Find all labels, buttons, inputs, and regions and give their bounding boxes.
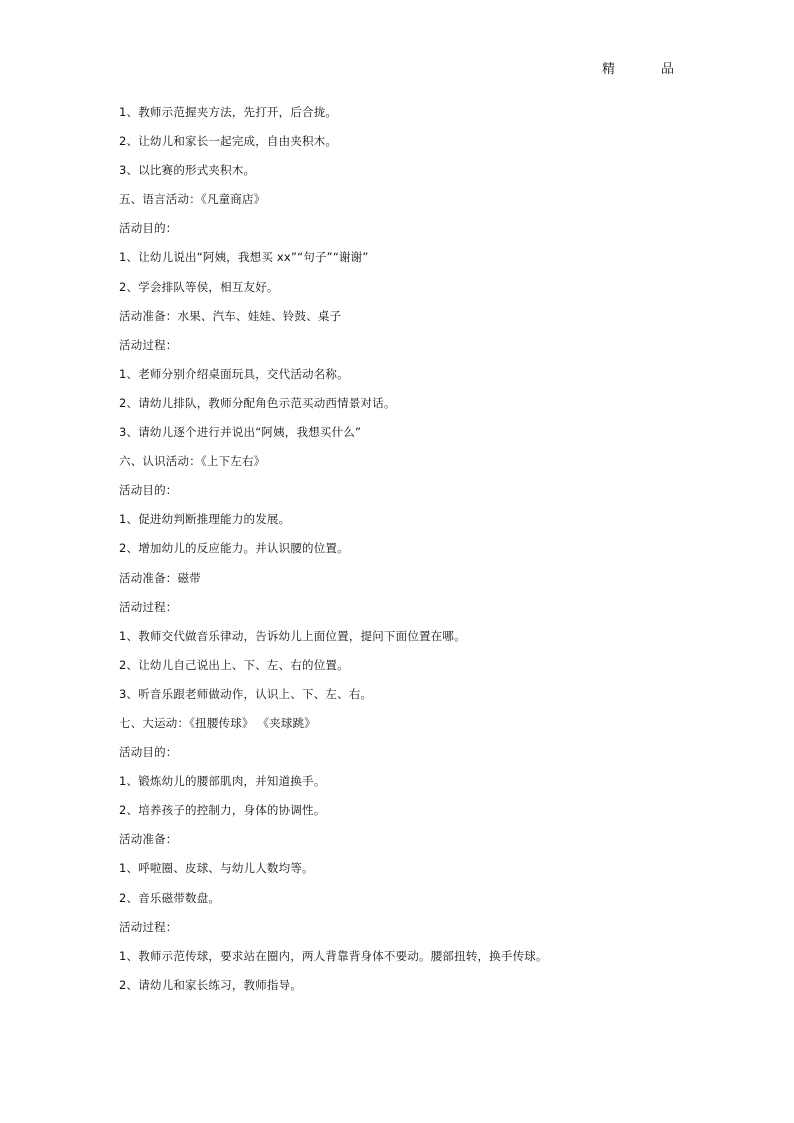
section-heading: 七、大运动：《扭腰传球》 《夹球跳》	[119, 715, 317, 730]
text-line: 1、锻炼幼儿的腰部肌肉，并知道换手。	[119, 774, 326, 789]
text-line: 活动目的：	[119, 745, 178, 760]
section-heading: 六、认识活动：《上下左右》	[119, 454, 266, 469]
text-line: 2、学会排队等侯，相互友好。	[119, 279, 279, 294]
text-line: 活动过程：	[119, 337, 178, 352]
text-line: 1、促进幼判断推理能力的发展。	[119, 512, 291, 527]
text-line: 2、请幼儿排队，教师分配角色示范买动西情景对话。	[119, 395, 396, 410]
document-body	[119, 101, 699, 1003]
section-heading: 五、语言活动：《凡童商店》	[119, 192, 266, 207]
text-line: 3、请幼儿逐个进行并说出“阿姨，我想买什么”	[119, 425, 362, 440]
text-line: 2、音乐磁带数盘。	[119, 890, 221, 905]
text-line: 2、培养孩子的控制力，身体的协调性。	[119, 803, 326, 818]
text-line: 活动目的：	[119, 221, 178, 236]
text-line: 活动准备：	[119, 832, 178, 847]
header-char-1: 精	[602, 62, 616, 77]
text-line: 2、请幼儿和家长练习，教师指导。	[119, 977, 303, 992]
text-line: 活动过程：	[119, 599, 178, 614]
text-line: 1、教师示范传球，要求站在圈内，两人背靠背身体不要动。腰部扭转，换手传球。	[119, 948, 548, 963]
text-line: 2、让幼儿自己说出上、下、左、右的位置。	[119, 657, 349, 672]
text-line: 活动准备：水果、汽车、娃娃、铃鼓、桌子	[119, 308, 342, 323]
page-header	[600, 58, 680, 78]
text-line: 1、呼啦圈、皮球、与幼儿人数均等。	[119, 861, 314, 876]
text-line: 3、听音乐跟老师做动作，认识上、下、左、右。	[119, 686, 373, 701]
text-line: 3、以比赛的形式夹积木。	[119, 163, 256, 178]
text-line: 2、让幼儿和家长一起完成，自由夹积木。	[119, 134, 338, 149]
text-line: 2、增加幼儿的反应能力。并认识腰的位置。	[119, 541, 349, 556]
header-char-2: 品	[661, 62, 675, 77]
text-line: 1、教师交代做音乐律动，告诉幼儿上面位置，提问下面位置在哪。	[119, 628, 466, 643]
text-line: 1、老师分别介绍桌面玩具，交代活动名称。	[119, 366, 349, 381]
text-line: 活动目的：	[119, 483, 178, 498]
text-line: 1、教师示范握夹方法，先打开，后合拢。	[119, 105, 338, 119]
text-line: 活动过程：	[119, 919, 178, 934]
text-line: 1、让幼儿说出“阿姨，我想买 xx”“句子”“谢谢”	[119, 250, 369, 265]
text-line: 活动准备：磁带	[119, 570, 201, 585]
